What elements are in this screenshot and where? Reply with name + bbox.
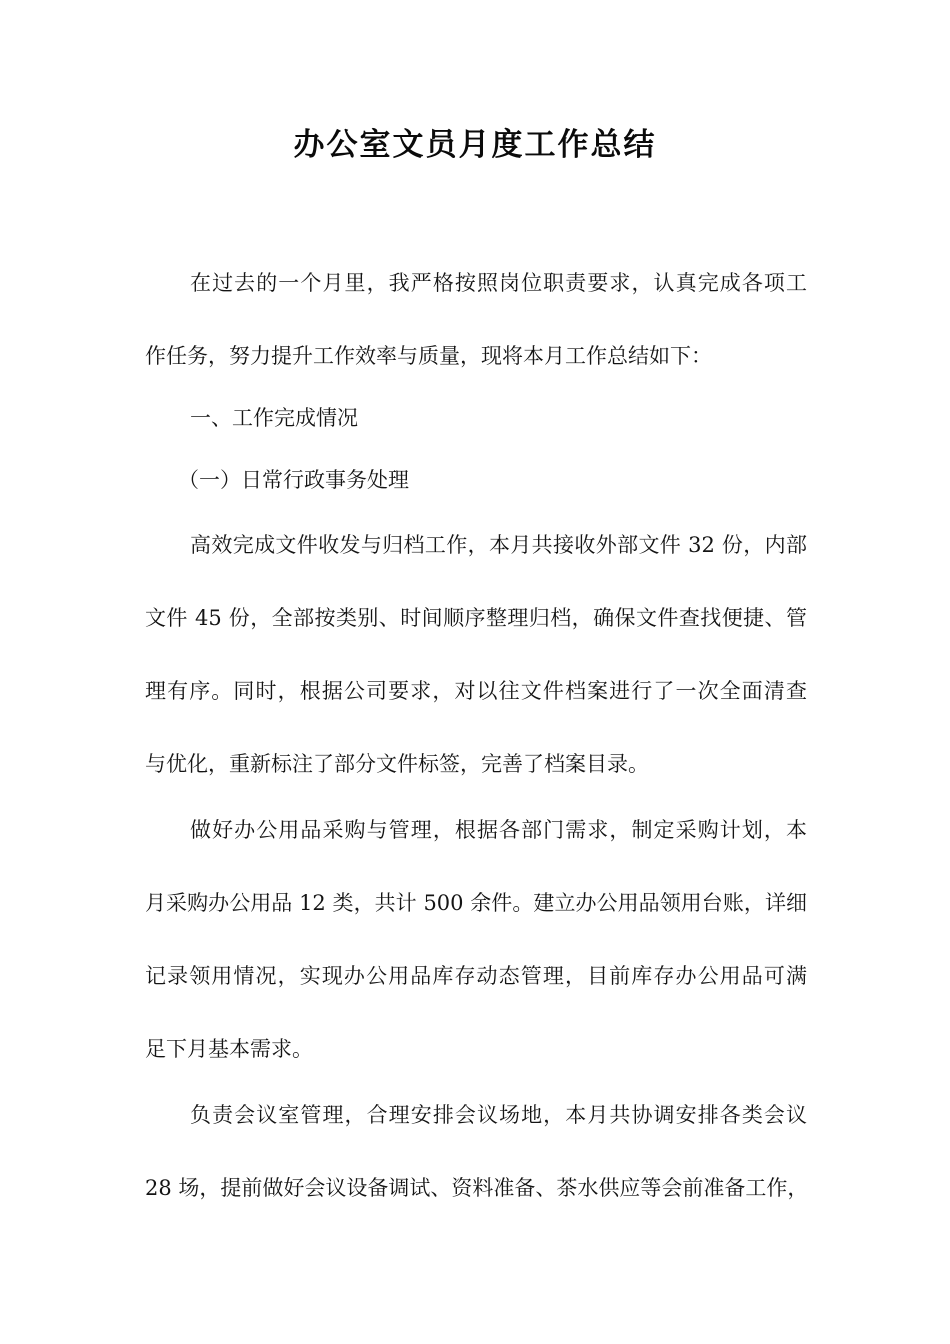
paragraph-2-line-4: 足下月基本需求。 [145,1037,313,1061]
paragraph-3-line-1: 负责会议室管理，合理安排会议场地，本月共协调安排各类会议 [190,1103,807,1127]
paragraph-1-line-2: 文件 45 份，全部按类别、时间顺序整理归档，确保文件查找便捷、管 [145,606,807,630]
paragraph-1-line-3: 理有序。同时，根据公司要求，对以往文件档案进行了一次全面清查 [145,679,807,703]
paragraph-3-line-2: 28 场，提前做好会议设备调试、资料准备、茶水供应等会前准备工作， [145,1176,809,1200]
intro-line-2: 作任务，努力提升工作效率与质量，现将本月工作总结如下： [145,344,712,368]
document-title: 办公室文员月度工作总结 [293,127,657,163]
paragraph-2-line-2: 月采购办公用品 12 类，共计 500 余件。建立办公用品领用台账，详细 [145,891,807,915]
paragraph-2-line-1: 做好办公用品采购与管理，根据各部门需求，制定采购计划，本 [190,818,807,842]
section-heading: 一、工作完成情况 [190,406,358,430]
paragraph-1-line-4: 与优化，重新标注了部分文件标签，完善了档案目录。 [145,752,649,776]
paragraph-2-line-3: 记录领用情况，实现办公用品库存动态管理，目前库存办公用品可满 [145,964,807,988]
paragraph-1-line-1: 高效完成文件收发与归档工作，本月共接收外部文件 32 份，内部 [190,533,807,557]
intro-line-1: 在过去的一个月里，我严格按照岗位职责要求，认真完成各项工 [190,271,807,295]
subsection-heading: （一）日常行政事务处理 [178,468,409,492]
